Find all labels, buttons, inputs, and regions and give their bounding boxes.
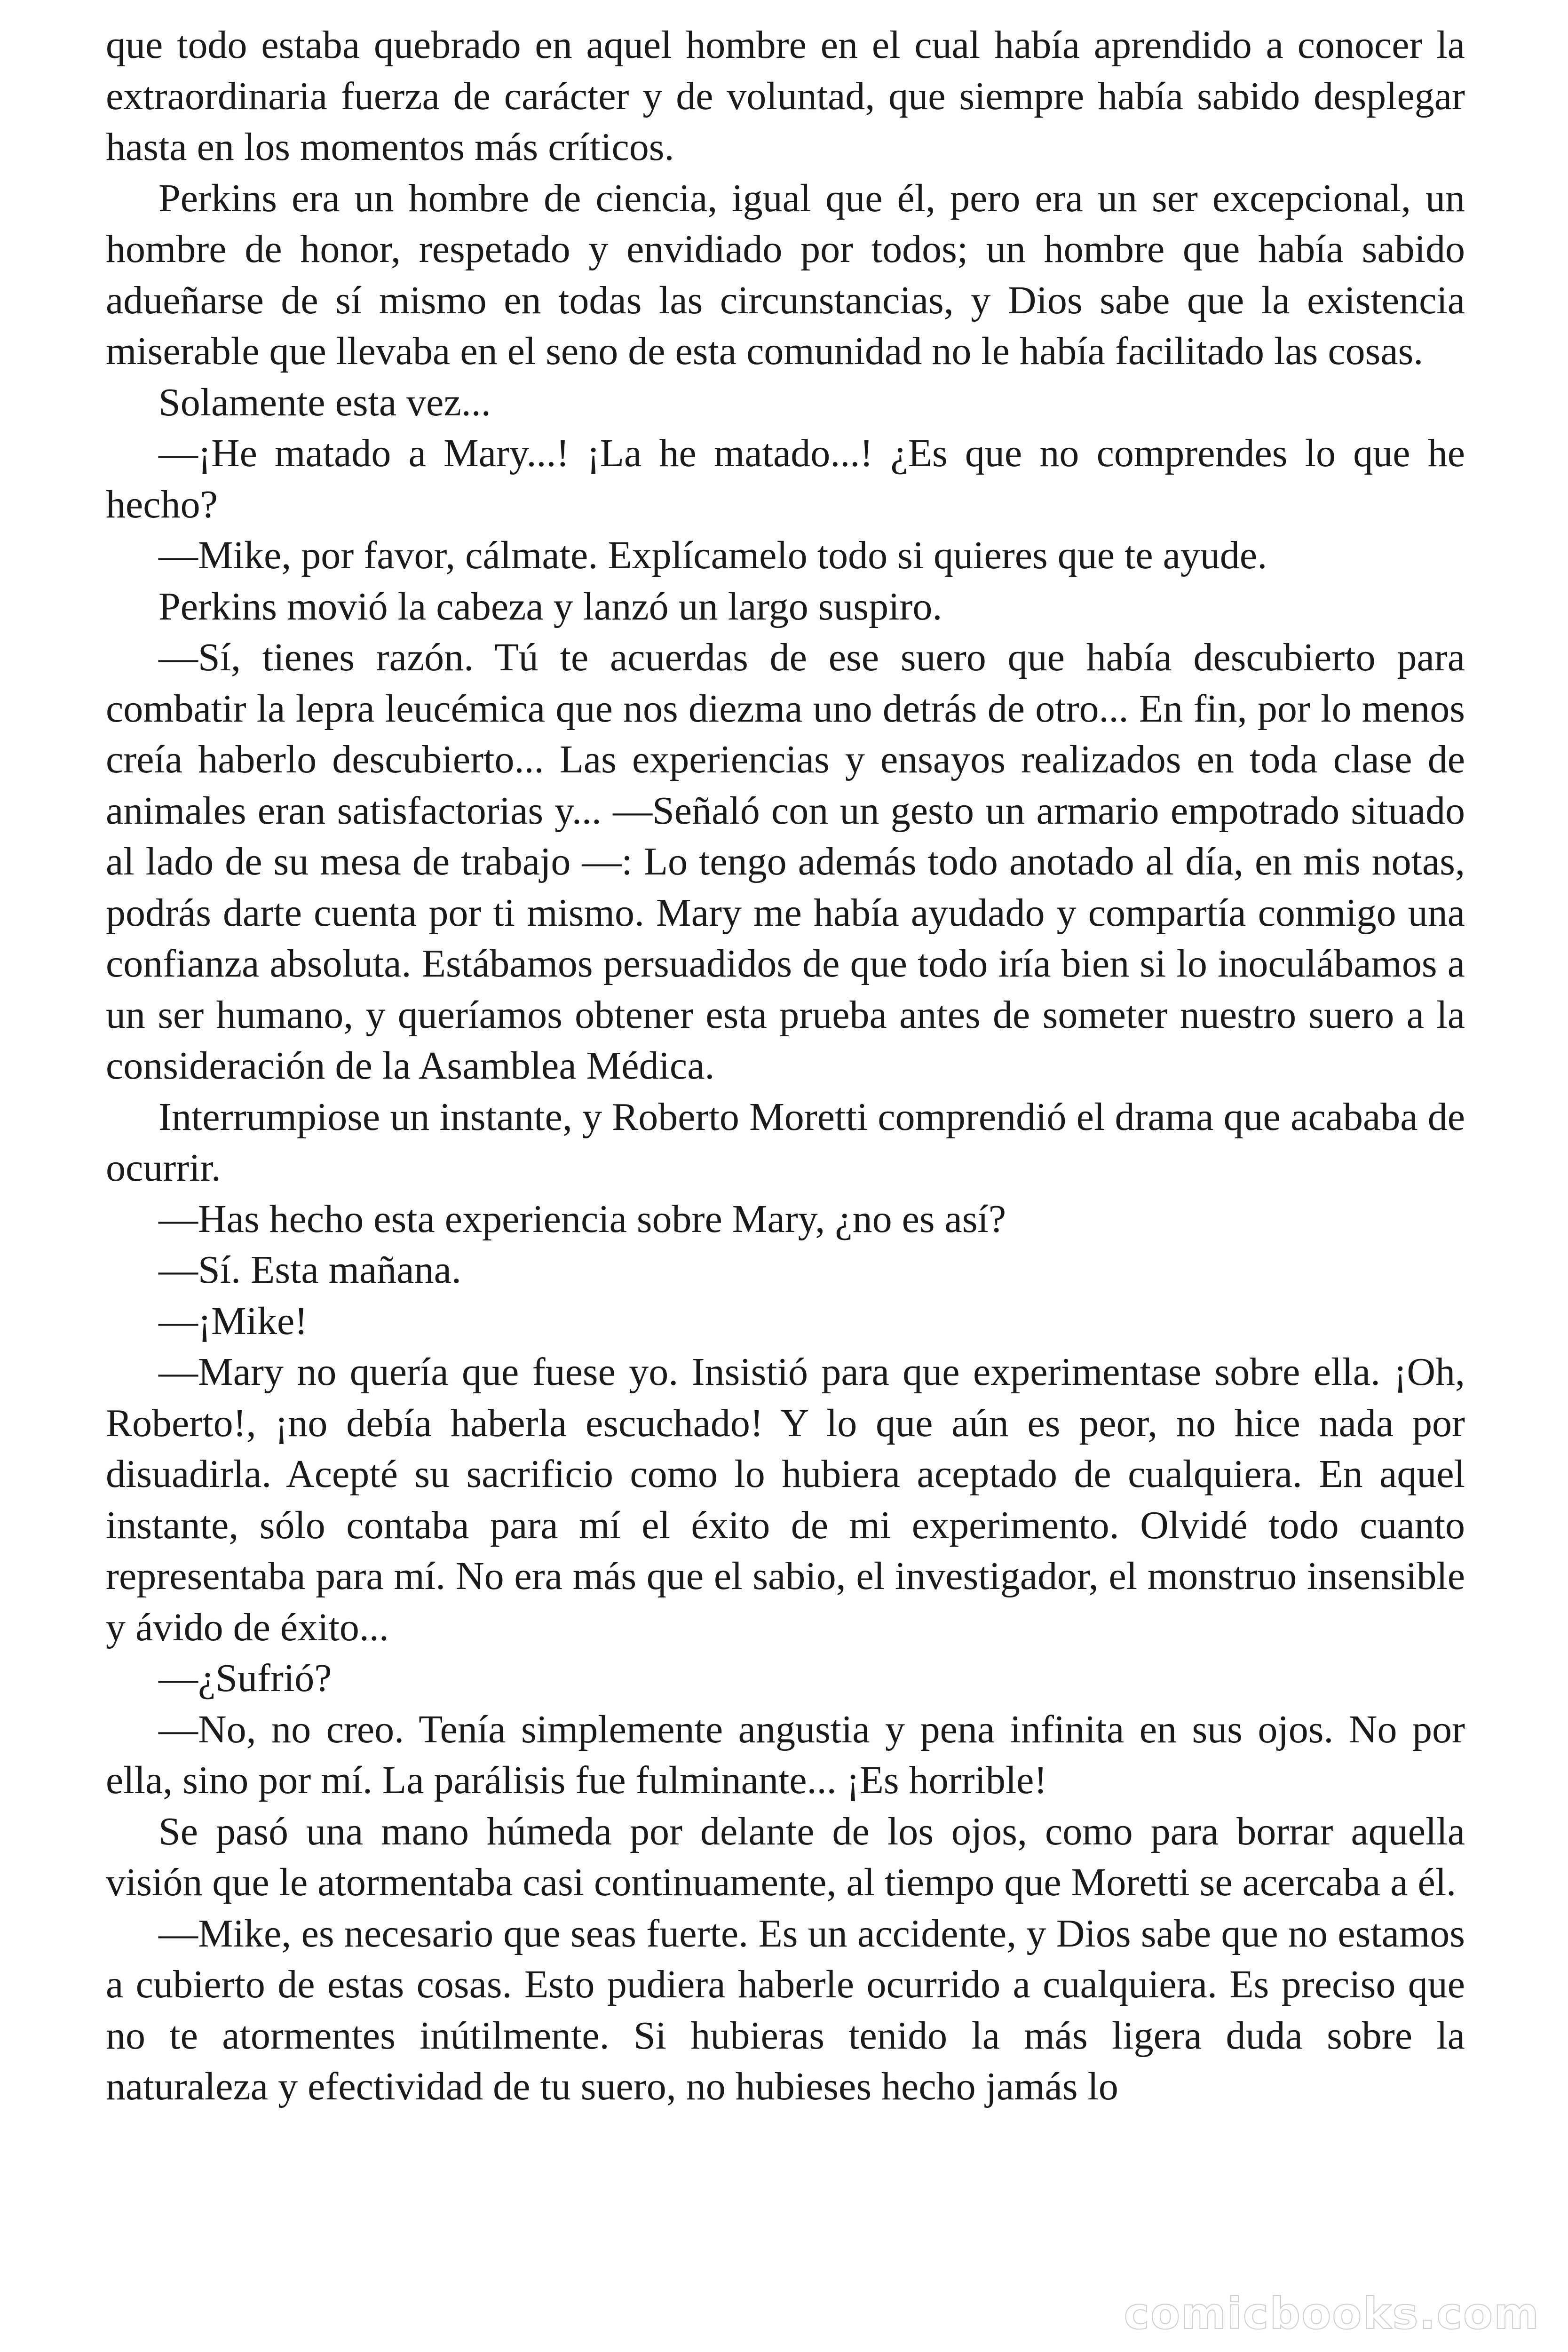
page-text-body — [106, 20, 1465, 2325]
paragraph-12: —Mary no quería que fuese yo. Insistió para que experimentase sobre ella. ¡Oh, Roberto!, ¡no debía haberla escuchado! Y lo que aún es peor, no hice nada por disuadirla. Acepté su sacrificio como lo hubiera aceptado de cualquiera. En aquel instante, sólo contaba para mí el éxito de mi experimento. Olvidé todo cuanto representaba para mí. No era más que el sabio, el investigador, el monstruo insensible y ávido de éxito... — [106, 1350, 1465, 1649]
paragraph-3: Solamente esta vez... — [158, 380, 491, 424]
paragraph-9: —Has hecho esta experiencia sobre Mary, ¿no es así? — [158, 1197, 1006, 1241]
paragraph-1: que todo estaba quebrado en aquel hombre en el cual había aprendido a conocer la extraordinaria fuerza de carácter y de voluntad, que siempre había sabido desplegar hasta en los momentos más críticos. — [106, 23, 1465, 169]
paragraph-14: —No, no creo. Tenía simplemente angustia y pena infinita en sus ojos. No por ella, sino por mí. La parálisis fue fulminante... ¡Es horrible! — [106, 1707, 1465, 1802]
watermark-logo: comicbooks.com — [1124, 2288, 1540, 2339]
paragraph-4: —¡He matado a Mary...! ¡La he matado...! ¿Es que no comprendes lo que he hecho? — [106, 431, 1465, 526]
paragraph-11: —¡Mike! — [158, 1299, 308, 1343]
paragraph-15: Se pasó una mano húmeda por delante de los ojos, como para borrar aquella visión que le atormentaba casi continuamente, al tiempo que Moretti se acercaba a él. — [106, 1809, 1465, 1904]
paragraph-5: —Mike, por favor, cálmate. Explícamelo todo si quieres que te ayude. — [158, 533, 1267, 577]
paragraph-2: Perkins era un hombre de ciencia, igual que él, pero era un ser excepcional, un hombre de honor, respetado y envidiado por todos; un hombre que había sabido adueñarse de sí mismo en todas las circunstancias, y Dios sabe que la existencia miserable que llevaba en el seno de esta comunidad no le había facilitado las cosas. — [106, 176, 1465, 373]
paragraph-6: Perkins movió la cabeza y lanzó un largo suspiro. — [158, 584, 942, 628]
paragraph-16: —Mike, es necesario que seas fuerte. Es un accidente, y Dios sabe que no estamos a cubierto de estas cosas. Esto pudiera haberle ocurrido a cualquiera. Es preciso que no te atormentes inútilmente. Si hubieras tenido la más ligera duda sobre la naturaleza y efectividad de tu suero, no hubieses hecho jamás lo — [106, 1911, 1465, 2108]
paragraph-8: Interrumpiose un instante, y Roberto Moretti comprendió el drama que acababa de ocurrir. — [106, 1095, 1465, 1190]
paragraph-13: —¿Sufrió? — [158, 1656, 332, 1700]
paragraph-7: —Sí, tienes razón. Tú te acuerdas de ese suero que había descubierto para combatir la lepra leucémica que nos diezma uno detrás de otro... En fin, por lo menos creía haberlo descubierto... Las experiencias y ensayos realizados en toda clase de animales eran satisfactorias y... —Señaló con un gesto un armario empotrado situado al lado de su mesa de trabajo —: Lo tengo además todo anotado al día, en mis notas, podrás darte cuenta por ti mismo. Mary me había ayudado y compartía conmigo una confianza absoluta. Estábamos persuadidos de que todo iría bien si lo inoculábamos a un ser humano, y queríamos obtener esta prueba antes de someter nuestro suero a la consideración de la Asamblea Médica. — [106, 636, 1465, 1088]
paragraph-10: —Sí. Esta mañana. — [158, 1248, 461, 1292]
